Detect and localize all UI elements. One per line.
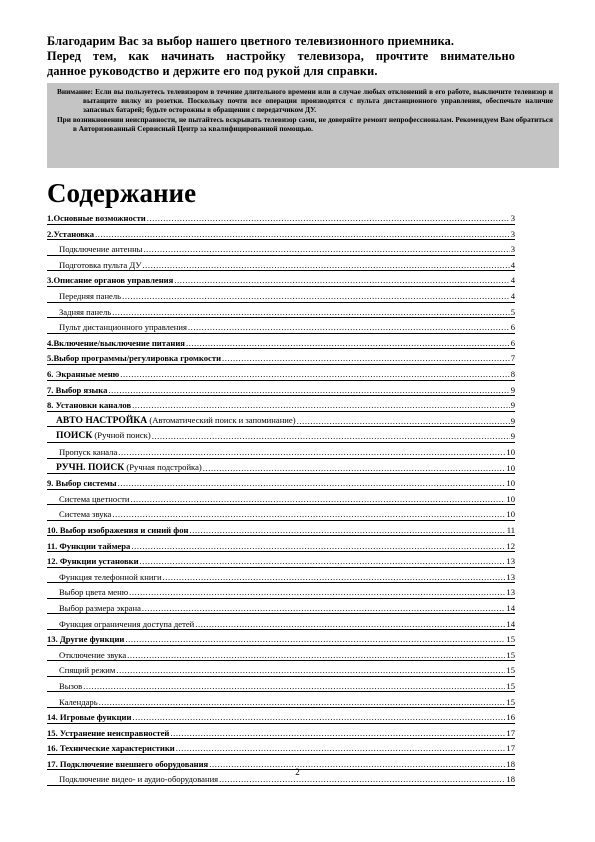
toc-entry[interactable]: Функция телефонной книги ..... 13 <box>47 568 515 584</box>
toc-entry[interactable]: 6. Экранные меню ..... 8 <box>47 365 515 381</box>
intro-line-3: данное руководство и держите его под рукой для справки. <box>47 64 378 78</box>
toc-entry[interactable]: 3.Описание органов управления ..... 4 <box>47 271 515 287</box>
intro-line-2: Перед тем, как начинать настройку телевизора, прочтите внимательно <box>47 49 515 63</box>
toc-entry[interactable]: Выбор размера экрана ..... 14 <box>47 599 515 615</box>
toc-entry[interactable]: 11. Функции таймера ..... 12 <box>47 536 515 552</box>
toc-entry[interactable]: Подключение антенны ..... 3 <box>47 240 515 256</box>
toc-entry[interactable]: Отключение звука ..... 15 <box>47 646 515 662</box>
toc-entry[interactable]: Пропуск канала ..... 10 <box>47 443 515 459</box>
toc-entry[interactable]: 9. Выбор системы ..... 10 <box>47 474 515 490</box>
toc-entry[interactable]: 2.Установка ..... 3 <box>47 225 515 241</box>
toc-entry[interactable]: АВТО НАСТРОЙКА (Автоматический поиск и запоминание) ..... 9 <box>47 412 515 428</box>
toc-entry[interactable]: Календарь ..... 15 <box>47 692 515 708</box>
toc-entry[interactable]: 13. Другие функции ..... 15 <box>47 630 515 646</box>
toc-entry[interactable]: Функция ограничения доступа детей ..... 14 <box>47 614 515 630</box>
toc-entry[interactable]: 12. Функции установки ..... 13 <box>47 552 515 568</box>
toc-entry[interactable]: 16. Технические характеристики ..... 17 <box>47 739 515 755</box>
toc-entry[interactable]: 17. Подключение внешнего оборудования ..... 18 <box>47 755 515 771</box>
toc-entry[interactable]: 1.Основные возможности ..... 3 <box>47 209 515 225</box>
toc-entry[interactable]: Пульт дистанционного управления ..... 6 <box>47 318 515 334</box>
toc-entry[interactable]: Подготовка пульта ДУ ..... 4 <box>47 256 515 272</box>
toc-entry[interactable]: 7. Выбор языка ..... 9 <box>47 381 515 397</box>
toc-entry[interactable]: Передняя панель ..... 4 <box>47 287 515 303</box>
toc-entry[interactable]: 15. Устранение неисправностей ..... 17 <box>47 724 515 740</box>
toc-entry[interactable]: РУЧН. ПОИСК (Ручная подстройка) ..... 10 <box>47 459 515 475</box>
toc-entry[interactable]: 4.Включение/выключение питания ..... 6 <box>47 334 515 350</box>
warning-paragraph-1: Внимание: Если вы пользуетесь телевизором в течение длительного времени или в случае любых отклонений в его работе, выключите телевизор и вытащите вилку из розетки. Поскольку почти все операции производятся с пульта дистанционного управления, обеспечьте наличие запасных батарей; будьте осторожны в обращении с передатчиком ДУ. <box>57 87 553 115</box>
toc-entry[interactable]: 8. Установки каналов ..... 9 <box>47 396 515 412</box>
toc-entry[interactable]: Система цветности ..... 10 <box>47 490 515 506</box>
toc-entry[interactable]: 10. Выбор изображения и синий фон ..... 11 <box>47 521 515 537</box>
toc-entry[interactable]: 14. Игровые функции ..... 16 <box>47 708 515 724</box>
toc-entry[interactable]: Спящий режим ..... 15 <box>47 661 515 677</box>
page-number: 2 <box>295 767 300 777</box>
intro-text <box>47 34 515 79</box>
toc-entry[interactable]: Выбор цвета меню ..... 13 <box>47 583 515 599</box>
toc-entry[interactable]: Вызов ..... 15 <box>47 677 515 693</box>
intro-line-1: Благодарим Вас за выбор нашего цветного телевизионного приемника. <box>47 34 455 48</box>
table-of-contents <box>47 209 515 786</box>
toc-entry[interactable]: 5.Выбор программы/регулировка громкости ..... 7 <box>47 349 515 365</box>
toc-entry[interactable]: Подключение видео- и аудио-оборудования ..... 18 <box>47 770 515 786</box>
toc-entry[interactable]: ПОИСК (Ручной поиск) ..... 9 <box>47 427 515 443</box>
toc-entry[interactable]: Система звука ..... 10 <box>47 505 515 521</box>
toc-entry[interactable]: Задняя панель ..... 5 <box>47 303 515 319</box>
warning-paragraph-2: При возникновении неисправности, не пытайтесь вскрывать телевизор сами, не доверяйте ремонт непрофессионалам. Рекомендуем Вам обратиться в Авторизованный Сервисный Центр за квалифицированной помощью. <box>57 114 553 133</box>
warning-box <box>47 83 559 168</box>
toc-title: Содержание <box>47 178 197 208</box>
